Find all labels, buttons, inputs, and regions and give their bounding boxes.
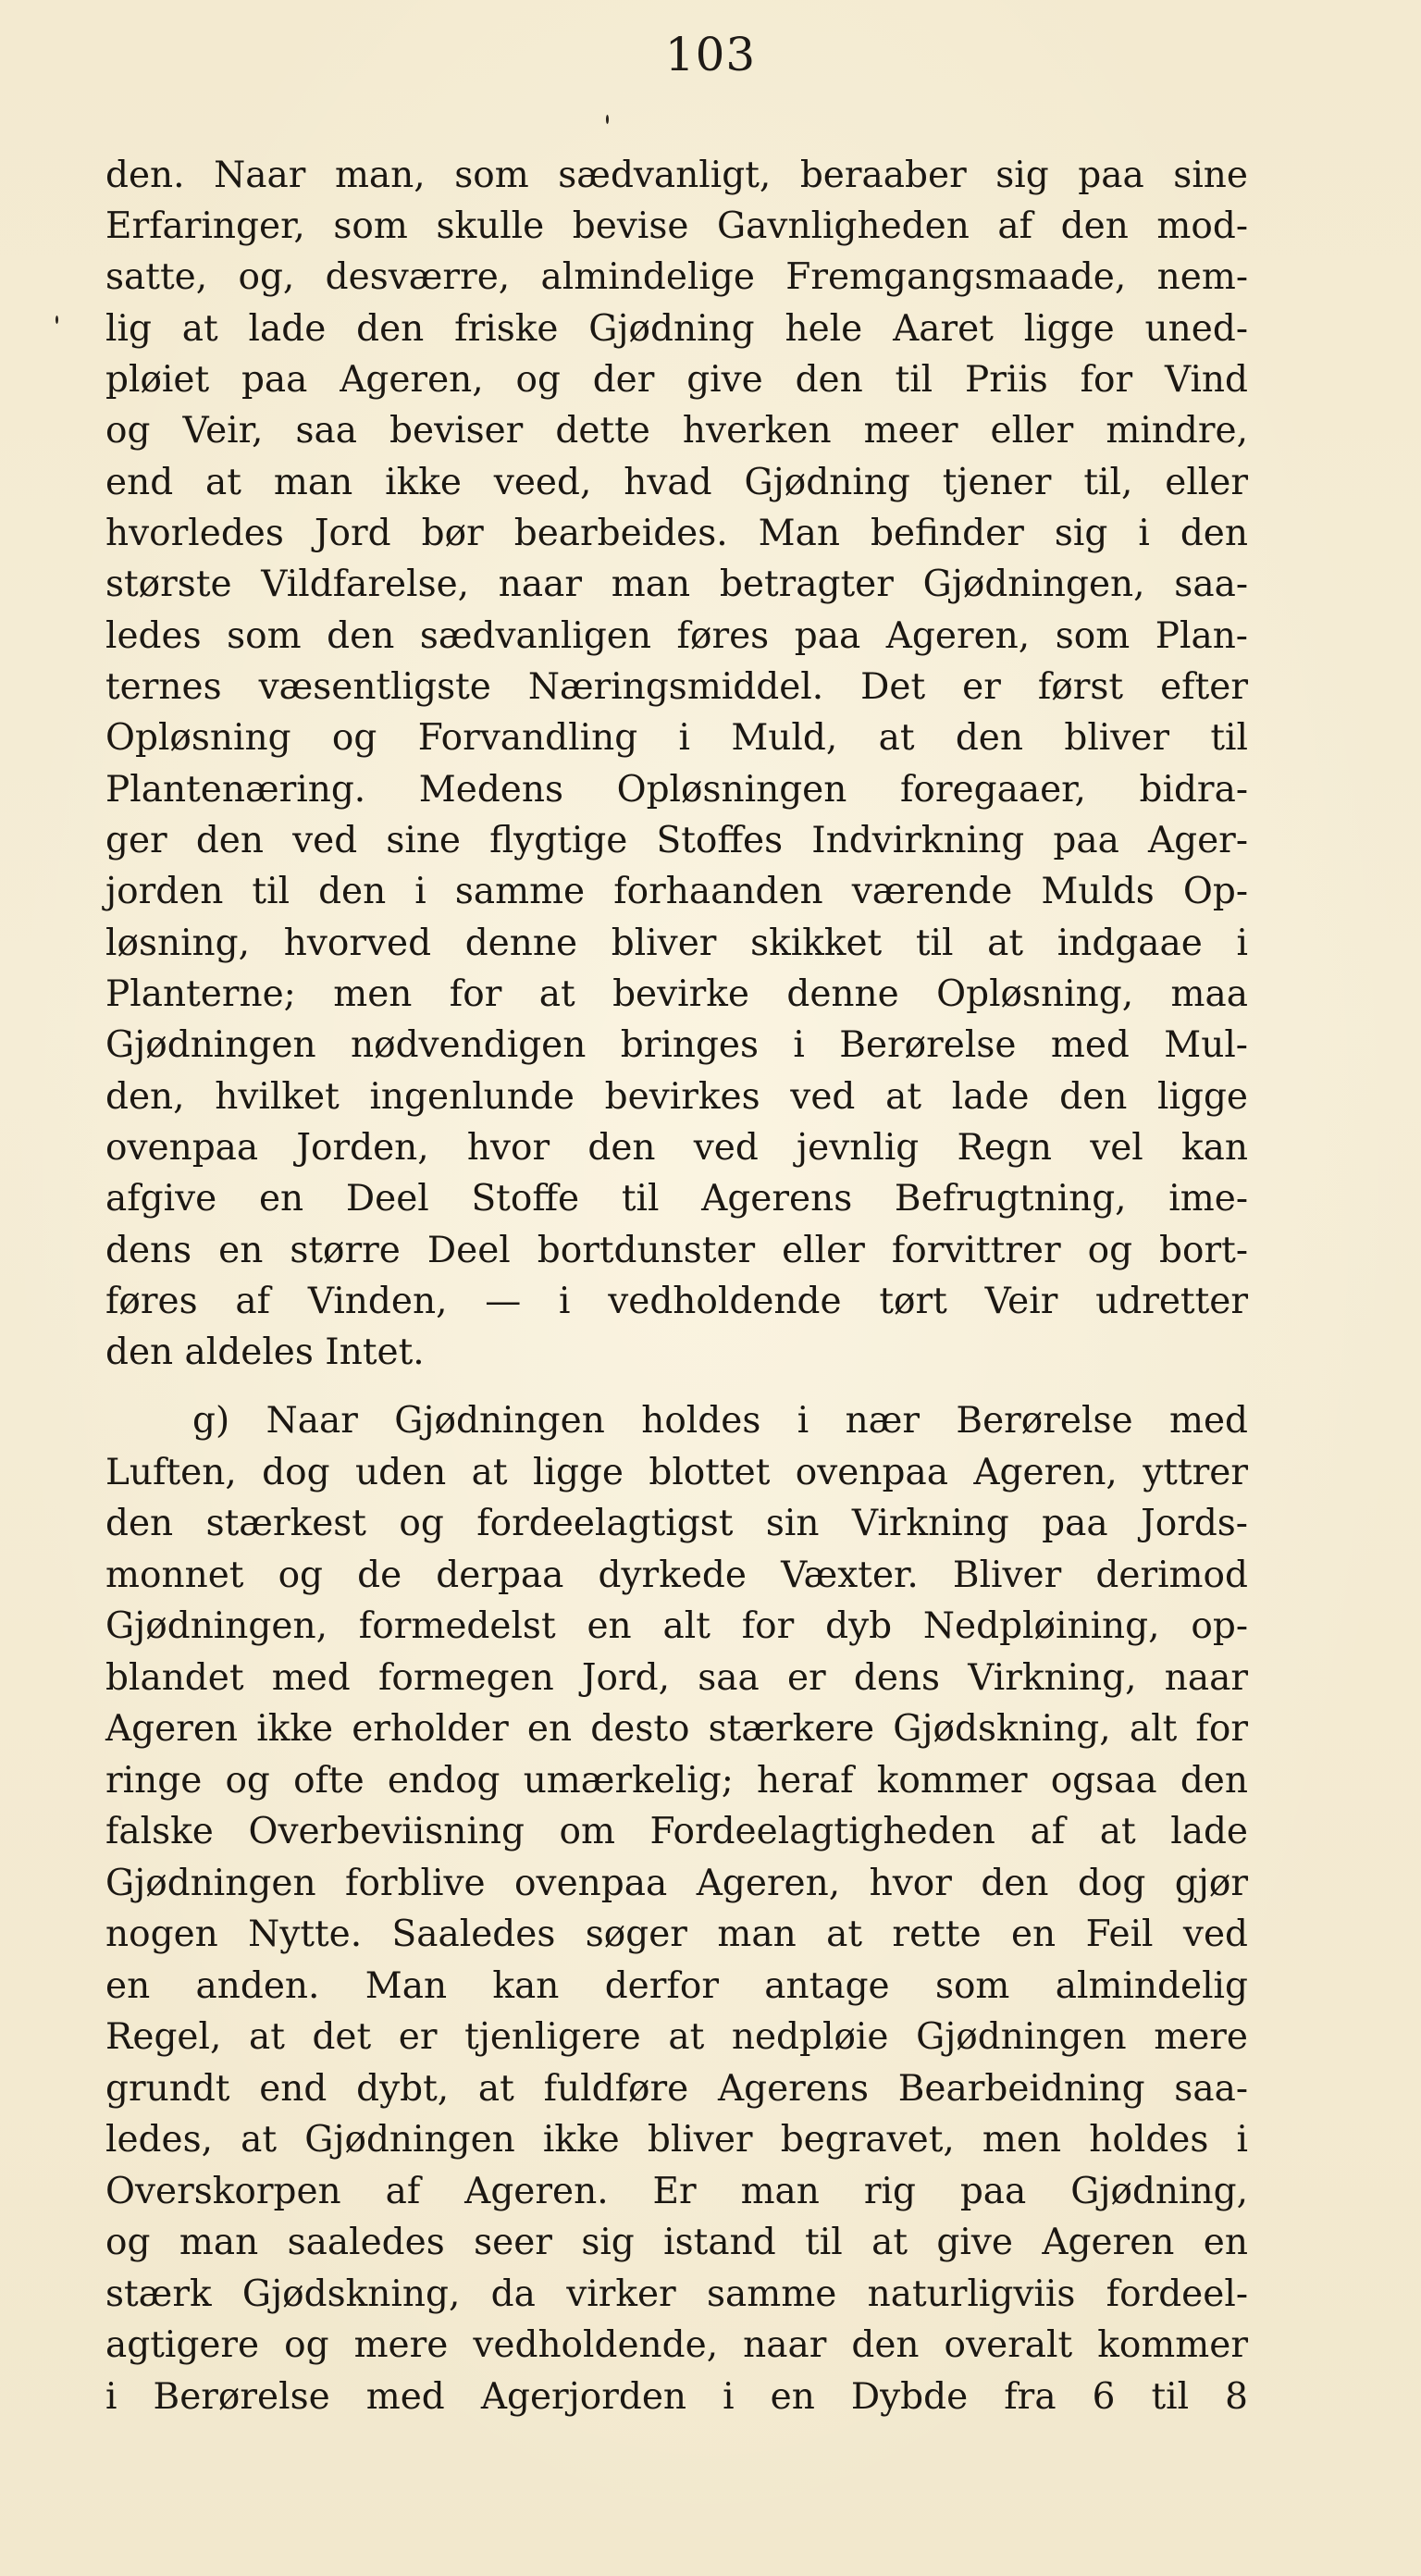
text-line: nogen Nytte. Saaledes søger man at rette en Feil ved bbox=[105, 1913, 1248, 1955]
text-line: Gjødningen forblive ovenpaa Ageren, hvor den dog gjør bbox=[105, 1863, 1248, 1904]
text-line: falske Overbeviisning om Fordeelagtigheden af at lade bbox=[105, 1811, 1248, 1852]
text-line: ledes, at Gjødningen ikke bliver begravet, men holdes i bbox=[105, 2119, 1248, 2161]
text-line: dens en større Deel bortdunster eller forvittrer og bort- bbox=[105, 1230, 1248, 1271]
text-line: jorden til den i samme forhaanden værende Mulds Op- bbox=[105, 871, 1248, 912]
text-line: og Veir, saa beviser dette hverken meer eller mindre, bbox=[105, 410, 1248, 452]
text-line: Gjødningen nødvendigen bringes i Berørelse med Mul- bbox=[105, 1024, 1248, 1066]
text-line: ovenpaa Jorden, hvor den ved jevnlig Regn vel kan bbox=[105, 1127, 1248, 1169]
text-line: den. Naar man, som sædvanligt, beraaber sig paa sine bbox=[105, 155, 1248, 196]
text-line: ringe og ofte endog umærkelig; heraf kommer ogsaa den bbox=[105, 1760, 1248, 1802]
text-line: Plantenæring. Medens Opløsningen foregaaer, bidra- bbox=[105, 769, 1248, 811]
text-line: Regel, at det er tjenligere at nedpløie Gjødningen mere bbox=[105, 2016, 1248, 2058]
text-line: grundt end dybt, at fuldføre Agerens Bearbeidning saa- bbox=[105, 2068, 1248, 2110]
text-line: Overskorpen af Ageren. Er man rig paa Gjødning, bbox=[105, 2171, 1248, 2212]
ink-speck bbox=[56, 316, 58, 324]
page-number: 103 bbox=[664, 28, 757, 81]
text-line: Ageren ikke erholder en desto stærkere Gjødskning, alt for bbox=[105, 1708, 1248, 1750]
text-line: ternes væsentligste Næringsmiddel. Det er først efter bbox=[105, 666, 1248, 708]
text-line: agtigere og mere vedholdende, naar den overalt kommer bbox=[105, 2324, 1248, 2366]
text-line: stærk Gjødskning, da virker samme naturligviis fordeel- bbox=[105, 2273, 1248, 2315]
ink-speck bbox=[606, 115, 609, 124]
text-line: blandet med formegen Jord, saa er dens Virkning, naar bbox=[105, 1657, 1248, 1699]
text-line: g) Naar Gjødningen holdes i nær Berørelse med bbox=[192, 1400, 1248, 1442]
text-line: den aldeles Intet. bbox=[105, 1331, 425, 1373]
text-line: end at man ikke veed, hvad Gjødning tjener til, eller bbox=[105, 462, 1248, 503]
text-line: løsning, hvorved denne bliver skikket til at indgaae i bbox=[105, 923, 1248, 964]
text-line: i Berørelse med Agerjorden i en Dybde fra 6 til 8 bbox=[105, 2376, 1248, 2418]
text-line: føres af Vinden, — i vedholdende tørt Veir udretter bbox=[105, 1281, 1248, 1322]
text-line: Gjødningen, formedelst en alt for dyb Nedpløining, op- bbox=[105, 1605, 1248, 1647]
text-line: og man saaledes seer sig istand til at give Ageren en bbox=[105, 2222, 1248, 2263]
text-line: Planterne; men for at bevirke denne Opløsning, maa bbox=[105, 973, 1248, 1015]
text-line: afgive en Deel Stoffe til Agerens Befrugtning, ime- bbox=[105, 1178, 1248, 1220]
text-line: den, hvilket ingenlunde bevirkes ved at lade den ligge bbox=[105, 1076, 1248, 1118]
text-line: satte, og, desværre, almindelige Fremgangsmaade, nem- bbox=[105, 256, 1248, 298]
text-line: den stærkest og fordeelagtigst sin Virkning paa Jords- bbox=[105, 1503, 1248, 1544]
text-line: lig at lade den friske Gjødning hele Aaret ligge uned- bbox=[105, 308, 1248, 350]
text-line: ledes som den sædvanligen føres paa Ageren, som Plan- bbox=[105, 615, 1248, 657]
text-line: ger den ved sine flygtige Stoffes Indvirkning paa Ager- bbox=[105, 820, 1248, 861]
text-line: Erfaringer, som skulle bevise Gavnligheden af den mod- bbox=[105, 205, 1248, 247]
text-line: Opløsning og Forvandling i Muld, at den bliver til bbox=[105, 717, 1248, 759]
text-line: største Vildfarelse, naar man betragter Gjødningen, saa- bbox=[105, 564, 1248, 605]
text-line: hvorledes Jord bør bearbeides. Man befinder sig i den bbox=[105, 513, 1248, 554]
text-line: pløiet paa Ageren, og der give den til Priis for Vind bbox=[105, 359, 1248, 401]
text-line: en anden. Man kan derfor antage som almindelig bbox=[105, 1965, 1248, 2007]
text-line: Luften, dog uden at ligge blottet ovenpaa Ageren, yttrer bbox=[105, 1452, 1248, 1493]
text-line: monnet og de derpaa dyrkede Væxter. Bliver derimod bbox=[105, 1554, 1248, 1596]
